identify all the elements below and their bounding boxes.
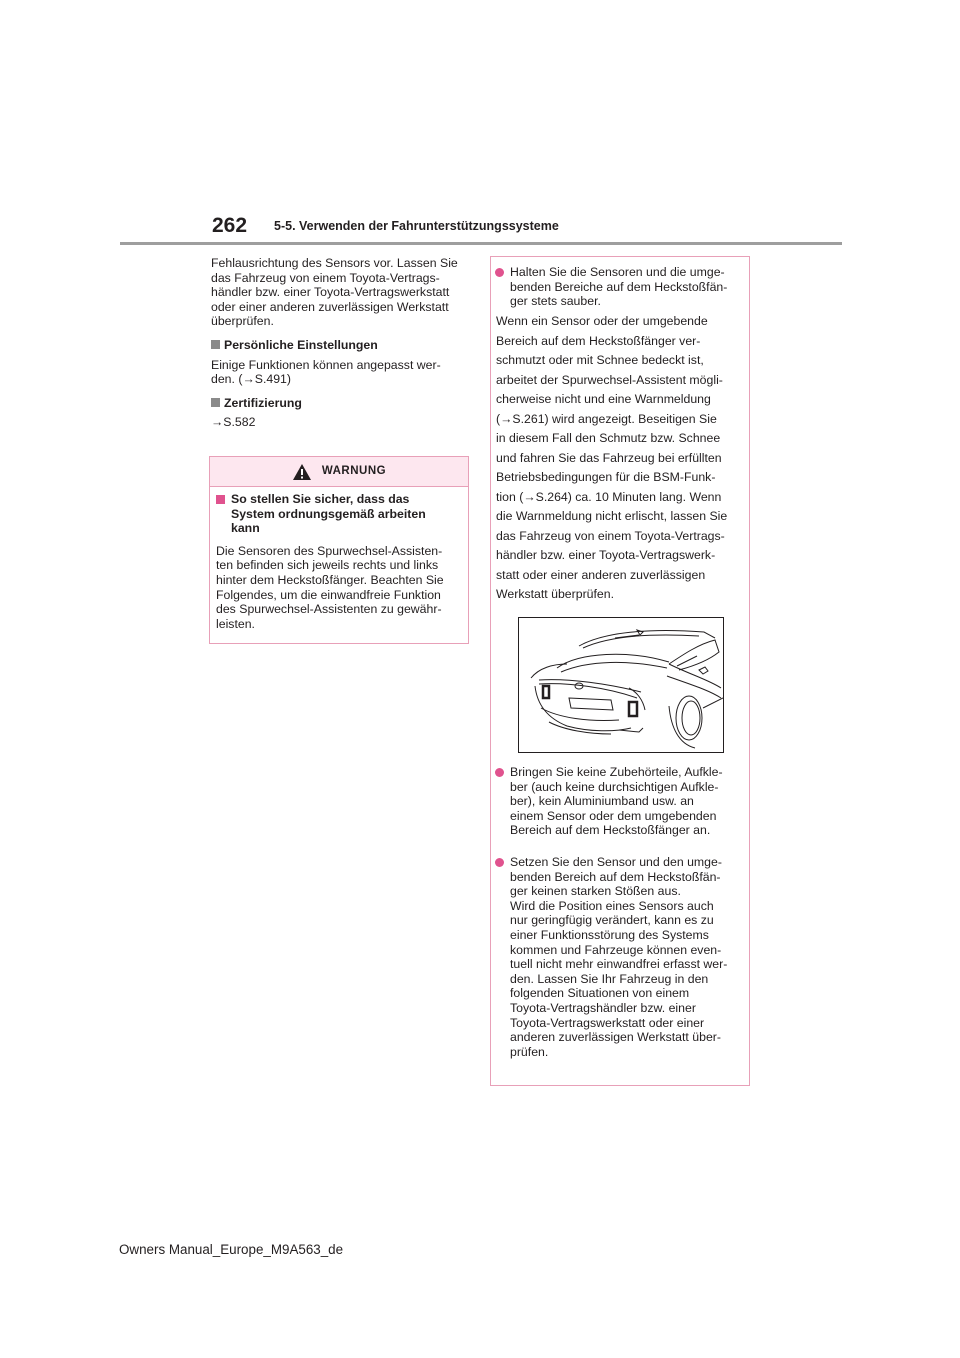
round-bullet-icon: [495, 268, 504, 277]
car-rear-sensor-illustration: [518, 617, 724, 753]
list-item: Setzen Sie den Sensor und den umge- benden Bereich auf dem Heckstoßfän- ger keinen starken Stößen aus. Wird die Position eines Sensors auch nur geringfügig verändert, kann es zu einer Funktionsstörung des Systems kommen und Fahrzeuge können even- tuell nicht mehr einwandfrei erfasst wer- den. Lassen Sie Ihr Fahrzeug in den folgenden Situationen von einem Toyota-Vertragshändler bzw. einer Toyota-Vertragswerkstatt oder einer anderen zuverlässigen Werkstatt über- prüfen.: [495, 855, 745, 1059]
warning-header: [210, 457, 468, 487]
personal-settings-heading: Persönliche Einstellungen: [211, 338, 469, 353]
list-item: Halten Sie die Sensoren und die umge- benden Bereiche auf dem Heckstoßfän- ger stets sauber.: [495, 265, 745, 309]
square-bullet-icon: [211, 340, 220, 349]
round-bullet-icon: [495, 768, 504, 777]
intro-paragraph: Fehlausrichtung des Sensors vor. Lassen Sie das Fahrzeug von einem Toyota-Vertrags- händler bzw. einer Toyota-Vertragswerkstatt oder einer anderen zuverlässigen Werkstatt überprüfen.: [211, 256, 458, 329]
left-column: [211, 256, 469, 439]
list-item: Bringen Sie keine Zubehörteile, Aufkle- ber (auch keine durchsichtigen Aufkle- ber), kein Aluminiumband usw. an einem Sensor oder dem umgebenden Bereich auf dem Heckstoßfänger an.: [495, 765, 745, 838]
warning-body: Die Sensoren des Spurwechsel-Assisten- ten befinden sich jeweils rechts und links hinter dem Heckstoßfänger. Beachten Sie Folgendes, um die einwandfreie Funktion des Spurwechsel-Assistenten zu gewähr- leisten.: [216, 543, 444, 631]
square-bullet-icon: [216, 495, 225, 504]
page-number: 262: [212, 214, 248, 237]
warning-box: [209, 456, 469, 644]
cleaning-paragraph: Wenn ein Sensor oder der umgebende Bereich auf dem Heckstoßfänger ver- schmutzt oder mit Schnee bedeckt ist, arbeitet der Spurwechsel-Assistent mögli- cherweise nicht und eine Warnmeldung (→S.261) wird angezeigt. Beseitigen Sie in diesem Fall den Schmutz bzw. Schnee und fahren Sie das Fahrzeug bei erfüllten Betriebsbedingungen für die BSM-Funk- tion (→S.264) ca. 10 Minuten lang. Wenn die Warnmeldung nicht erlischt, lassen Sie das Fahrzeug von einem Toyota-Vertrags- händler bzw. einer Toyota-Vertragswerk- statt oder einer anderen zuverlässigen Werkstatt überprüfen.: [496, 314, 728, 601]
personal-settings-text: Einige Funktionen können angepasst wer- den. (→S.491): [211, 357, 441, 387]
warning-title: WARNUNG: [321, 465, 387, 478]
round-bullet-icon: [495, 858, 504, 867]
certification-reference: →S.582: [211, 415, 256, 430]
warning-continuation-box: [490, 256, 750, 1086]
footer-document-id: Owners Manual_Europe_M9A563_de: [119, 1242, 344, 1257]
section-title: 5-5. Verwenden der Fahrunterstützungssysteme: [274, 219, 559, 233]
warning-subheading: So stellen Sie sicher, dass das System ordnungsgemäß arbeiten kann: [216, 492, 462, 536]
header-divider: [120, 242, 842, 245]
certification-heading: Zertifizierung: [211, 396, 469, 411]
warning-triangle-icon: [292, 463, 312, 481]
square-bullet-icon: [211, 398, 220, 407]
